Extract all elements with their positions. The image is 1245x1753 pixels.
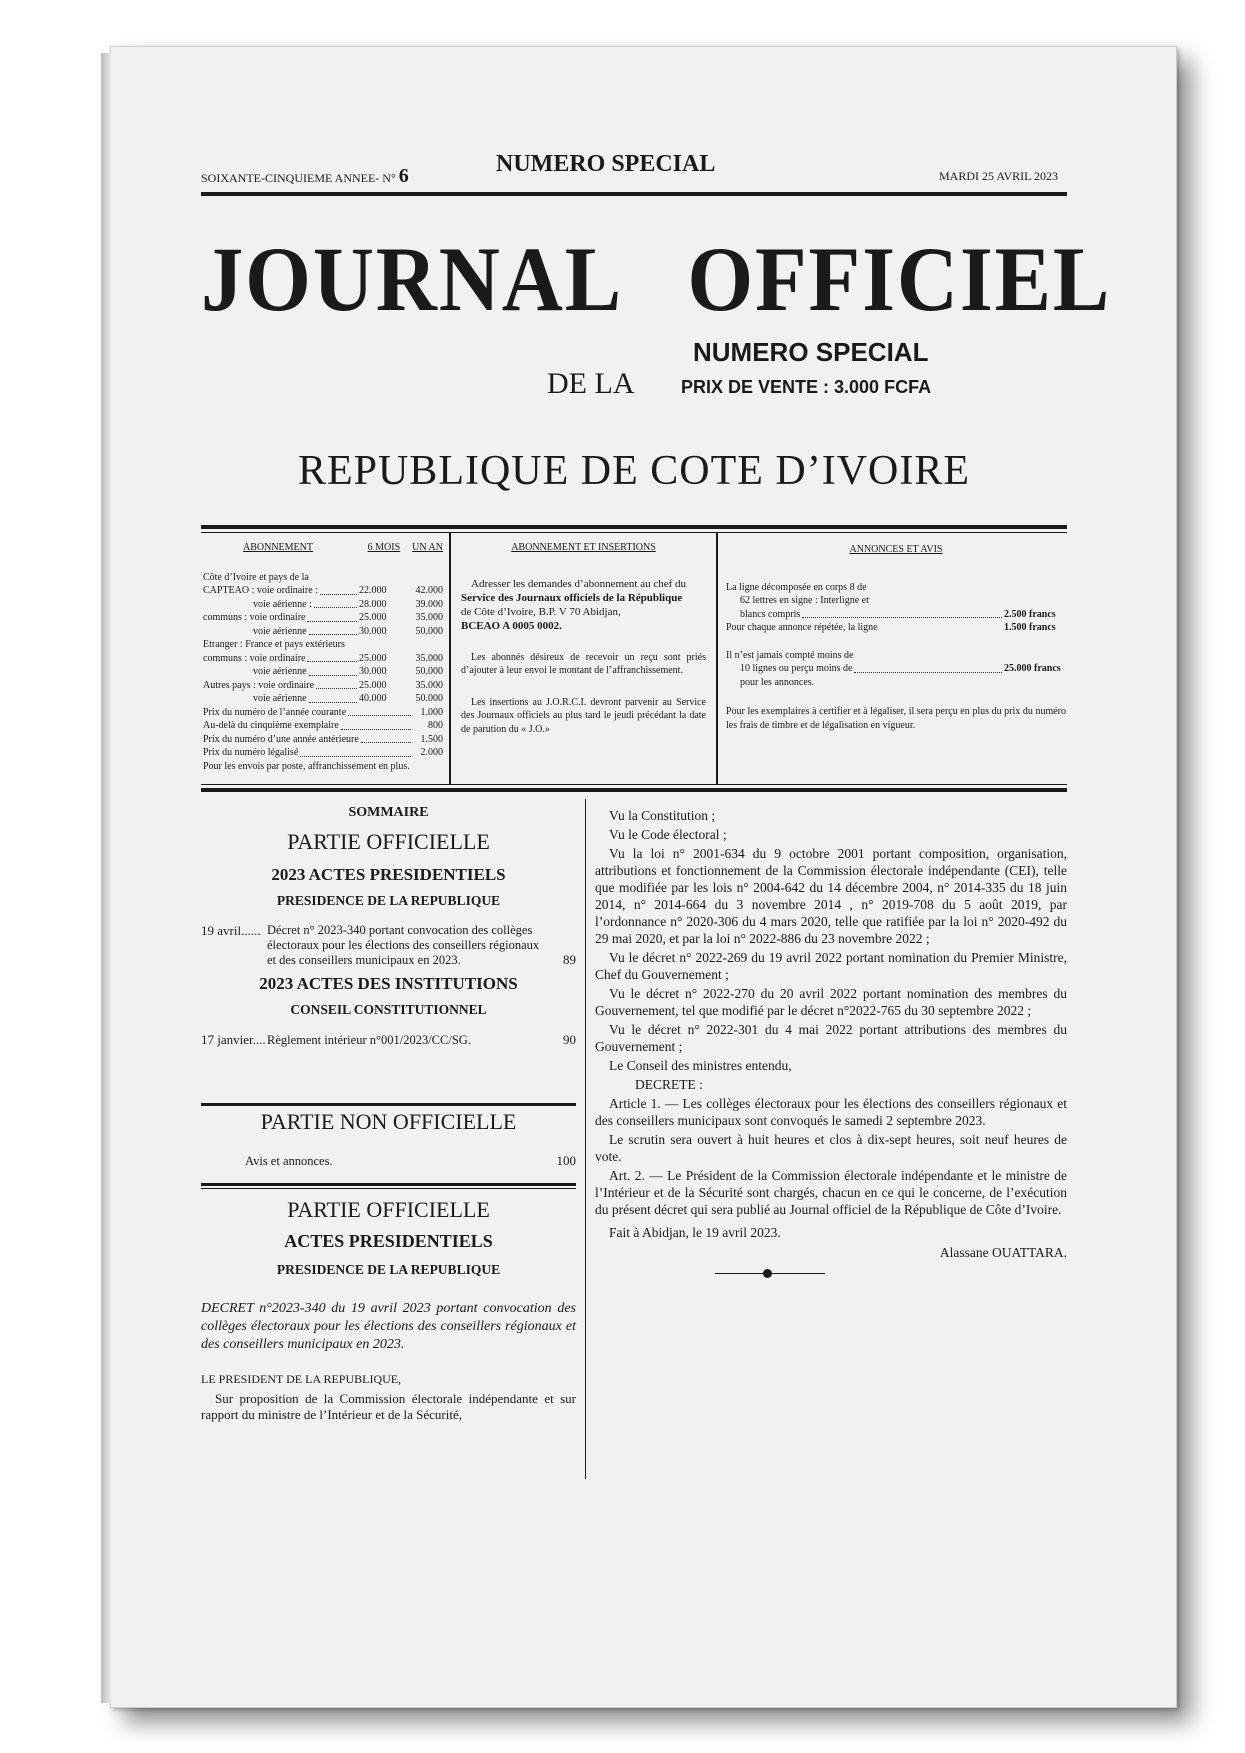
sub-row-6m: 30.000 <box>359 666 387 677</box>
sommaire-item-2[interactable]: 17 janvier.... Règlement intérieur n°001/2023/CC/SG. 90 <box>201 1032 576 1047</box>
sub-price-row <box>203 719 443 733</box>
fait-a-abidjan: Fait à Abidjan, le 19 avril 2023. <box>609 1225 781 1240</box>
sub-row-6m: 28.000 <box>359 598 387 610</box>
item2-text: Règlement intérieur n°001/2023/CC/SG. <box>267 1033 471 1047</box>
col-6-months: 6 MOIS <box>367 542 401 553</box>
sub-price-value: 2.000 <box>420 747 443 758</box>
sub-row-6m: 25.000 <box>359 612 387 623</box>
sub-row <box>203 598 443 612</box>
sub-row <box>203 665 443 679</box>
item3-page: 100 <box>556 1153 576 1168</box>
sub-row <box>203 679 443 693</box>
sub-price-row <box>203 733 443 747</box>
sub-row-1y: 39.000 <box>415 598 443 610</box>
sub-price-row <box>203 746 443 760</box>
sub-price-label: Prix du numéro légalisé <box>203 747 299 758</box>
sub-row-label: voie aérienne <box>253 693 307 704</box>
conseil-entendu: Le Conseil des ministres entendu, <box>609 1058 792 1073</box>
sub-row-1y: 35.000 <box>415 612 443 623</box>
decrete-heading: DECRETE : <box>635 1077 703 1092</box>
special-edition-label: NUMERO SPECIAL <box>496 151 716 177</box>
sommaire-item-1[interactable]: 19 avril...... Décret n° 2023-340 portant convocation des collèges électoraux pour les élections des conseillers régionaux et des conseillers municipaux en 2023. 89 <box>201 923 576 967</box>
header-rule <box>201 192 1067 196</box>
stamp-special: NUMERO SPECIAL <box>693 337 929 367</box>
sub-row <box>203 611 443 625</box>
sub-row-1y: 35.000 <box>415 679 443 691</box>
sub-price-label: Au-delà du cinquième exemplaire <box>203 720 339 731</box>
president-heading: LE PRESIDENT DE LA REPUBLIQUE, <box>201 1372 402 1386</box>
info-divider-1 <box>449 533 451 784</box>
scrutin-text: Le scrutin sera ouvert à huit heures et clos à dix-sept heures, soit neuf heures de vote. <box>595 1132 1067 1164</box>
ann-line-1: La ligne décomposée en corps 8 de <box>726 581 867 593</box>
sub-price-value: 1.000 <box>420 706 443 718</box>
year-label <box>201 165 409 188</box>
info-divider-2 <box>716 533 718 784</box>
sub-row-label: Autres pays : voie ordinaire <box>203 679 315 691</box>
sur-proposition: Sur proposition de la Commission électorale indépendante et sur rapport du ministre de l’Intérieur et de la Sécurité, <box>201 1391 576 1422</box>
info-top-rule-thin <box>201 532 1067 533</box>
sub-row-6m: 30.000 <box>359 625 387 637</box>
sommaire-actes-presidentiels: 2023 ACTES PRESIDENTIELS <box>271 865 506 884</box>
item1-date: 19 avril <box>201 923 242 938</box>
ins-line-1: Adresser les demandes d’abonnement au chef du <box>471 577 687 590</box>
annonces-box <box>726 543 1066 732</box>
article-2: Art. 2. — Le Président de la Commission électorale indépendante et le ministre de l’Intérieur et de la Sécurité sont chargés, chacun en ce qui le concerne, de l’exécution du présent décret qui sera publié au Journal officiel de la République de Côte d’Ivoire. <box>595 1168 1067 1217</box>
annonces-header: ANNONCES ET AVIS <box>849 544 943 555</box>
ins-line-2: Service des Journaux officiels de la République <box>461 591 683 604</box>
sub-row-1y: 50.000 <box>415 666 443 677</box>
body-right <box>595 807 1067 1285</box>
sub-row-6m: 22.000 <box>359 585 387 596</box>
ann-line-5: Il n’est jamais compté moins de <box>726 649 854 661</box>
ann-line-2: 62 lettres en signe : Interligne et <box>740 595 869 606</box>
col-1-year: UN AN <box>412 542 443 553</box>
sommaire-item-3[interactable] <box>201 1153 576 1169</box>
sub-row-label: voie aérienne <box>253 666 307 677</box>
sommaire-partie-officielle: PARTIE OFFICIELLE <box>287 829 490 854</box>
ann-price-2: 1.500 francs <box>1004 622 1056 633</box>
body-left <box>201 1197 576 1425</box>
non-officielle-top-rule <box>201 1103 576 1106</box>
de-la-text: DE LA <box>547 367 635 400</box>
sub-price-label: Prix du numéro d’une année antérieure <box>203 733 359 745</box>
sub-row <box>203 584 443 598</box>
ins-receipt-note: Les abonnés désireux de recevoir un reçu sont priés d’ajouter à leur envoi le montant de l’affranchissement. <box>461 651 706 676</box>
sommaire-partie-non-officielle: PARTIE NON OFFICIELLE <box>260 1109 517 1134</box>
sub-row <box>203 692 443 706</box>
republic-title: REPUBLIQUE DE COTE D’IVOIRE <box>297 448 971 494</box>
ins-line-3: de Côte d’Ivoire, B.P. V 70 Abidjan, <box>461 605 621 618</box>
stamp-price: PRIX DE VENTE : 3.000 FCFA <box>681 377 932 397</box>
sub-row-6m: 40.000 <box>359 693 387 704</box>
sub-row-label: communs : voie ordinaire <box>203 612 306 623</box>
sommaire <box>201 805 576 1048</box>
ins-deadline-note: Les insertions au J.O.R.C.I. devront parvenir au Service des Journaux officiels au plus tard le jeudi précédant la date de parution du « J.O.» <box>461 696 706 735</box>
insertions-box <box>461 541 706 736</box>
subscription-header: ABONNEMENT <box>243 542 313 553</box>
ann-legalisation-note: Pour les exemplaires à certifier et à légaliser, il sera perçu en plus du prix du numéro les frais de timbre et de légalisation en vigueur. <box>726 706 1066 731</box>
ann-line-3: blancs compris <box>740 608 801 620</box>
sub-row-1y: 35.000 <box>415 652 443 664</box>
sub-row-label: voie aérienne : <box>253 598 312 610</box>
journal-page <box>110 46 1177 1708</box>
sub-row-1y: 50.000 <box>415 625 443 637</box>
partie-officielle-top-rule-thin <box>201 1188 576 1189</box>
ann-line-4: Pour chaque annonce répétée, la ligne <box>726 622 878 633</box>
vu-constitution: Vu la Constitution ; <box>609 808 716 823</box>
sub-intro: Côte d’Ivoire et pays de la <box>203 571 309 583</box>
body-presidence: PRESIDENCE DE LA REPUBLIQUE <box>276 1262 501 1277</box>
vu-decret-attributions: Vu le décret n° 2022-301 du 4 mai 2022 portant attributions des membres du Gouvernement ; <box>595 1022 1067 1054</box>
sub-row-1y: 50.000 <box>415 693 443 704</box>
journal-title: JOURNAL OFFICIEL <box>201 228 1112 330</box>
sommaire-conseil: CONSEIL CONSTITUTIONNEL <box>290 1002 487 1017</box>
sub-price-row <box>203 706 443 720</box>
info-top-rule <box>201 525 1067 529</box>
insertions-header: ABONNEMENT ET INSERTIONS <box>511 542 656 553</box>
item2-page: 90 <box>563 1032 576 1047</box>
vu-loi-cei: Vu la loi n° 2001-634 du 9 octobre 2001 portant composition, organisation, attributions et fonctionnement de la Commission électorale indépendante (CEI), telle que modifiée par les lois n° 2004-642 du 14 décembre 2004, n° 2014-335 du 18 juin 2014, n° 2014-664 du 3 novembre 2014 , n° 2019-708 du 5 août 2019, par l’ordonnance n° 2020-306 du 4 mars 2020, telle que ratifiée par la loi n° 2020-492 du 29 mai 2020, et par la loi n° 2022-886 du 23 novembre 2022 ; <box>595 846 1067 946</box>
partie-officielle-top-rule <box>201 1183 576 1186</box>
item1-text: Décret n° 2023-340 portant convocation des collèges électoraux pour les élections des conseillers régionaux et des conseillers municipaux en 2023. <box>267 923 540 967</box>
item1-page: 89 <box>563 952 576 967</box>
vu-decret-gouvernement: Vu le décret n° 2022-270 du 20 avril 2022 portant nomination des membres du Gouvernement, tel que modifié par le décret n°2022-765 du 30 septembre 2022 ; <box>595 986 1067 1018</box>
subscription-box <box>203 541 443 773</box>
body-partie-officielle: PARTIE OFFICIELLE <box>287 1197 490 1222</box>
sub-rows-foreign <box>203 652 443 706</box>
ann-line-7: pour les annonces. <box>740 676 815 688</box>
ins-line-4: BCEAO A 0005 0002. <box>461 619 562 632</box>
info-bottom-rule-thin <box>201 784 1067 785</box>
decree-title: DECRET n°2023-340 du 19 avril 2023 portant convocation des collèges électoraux pour les élections des conseillers régionaux et des conseillers municipaux en 2023. <box>201 1301 576 1352</box>
year-text: SOIXANTE-CINQUIEME ANNEE- N° <box>201 171 396 185</box>
sommaire-title: SOMMAIRE <box>348 805 429 820</box>
article-1: Article 1. — Les collèges électoraux pour les élections des conseillers régionaux et des conseillers municipaux sont convoqués le samedi 2 septembre 2023. <box>595 1096 1067 1128</box>
column-divider <box>585 799 586 1479</box>
vu-decret-premier-ministre: Vu le décret n° 2022-269 du 19 avril 2022 portant nomination du Premier Ministre, Chef du Gouvernement ; <box>595 950 1067 982</box>
ann-price-1: 2.500 francs <box>1004 608 1056 620</box>
sub-price-label: Prix du numéro de l’année courante <box>203 706 347 718</box>
sub-rows <box>203 584 443 638</box>
vu-code-electoral: Vu le Code électoral ; <box>609 827 727 842</box>
item2-date: 17 janvier <box>201 1032 253 1047</box>
issue-number: 6 <box>398 165 409 187</box>
sub-prices <box>203 706 443 760</box>
sub-row-label: CAPTEAO : voie ordinaire : <box>203 585 318 596</box>
sub-price-value: 1.500 <box>420 733 443 745</box>
ann-price-3: 25.000 francs <box>1004 663 1061 674</box>
sub-row-6m: 25.000 <box>359 679 387 691</box>
issue-date: MARDI 25 AVRIL 2023 <box>938 169 1058 183</box>
sub-row-1y: 42.000 <box>415 585 443 596</box>
sub-price-value: 800 <box>428 720 443 731</box>
signature-ornament <box>595 1265 1067 1285</box>
info-bottom-rule <box>201 788 1067 792</box>
sommaire-actes-institutions: 2023 ACTES DES INSTITUTIONS <box>259 974 518 993</box>
sub-row-6m: 25.000 <box>359 652 387 664</box>
sub-intro-foreign: Etranger : France et pays extérieurs <box>203 639 345 650</box>
sub-row <box>203 652 443 666</box>
ann-line-6: 10 lignes ou perçu moins de <box>740 663 853 674</box>
sub-row-label: voie aérienne <box>253 625 307 637</box>
sub-row <box>203 625 443 639</box>
item3-text: Avis et annonces. <box>245 1154 333 1168</box>
sub-footer: Pour les envois par poste, affranchissement en plus. <box>203 760 410 772</box>
body-actes-presidentiels: ACTES PRESIDENTIELS <box>284 1231 493 1251</box>
sommaire-presidence: PRESIDENCE DE LA REPUBLIQUE <box>276 893 501 908</box>
signature: Alassane OUATTARA. <box>939 1245 1067 1260</box>
sub-row-label: communs : voie ordinaire <box>203 652 306 664</box>
